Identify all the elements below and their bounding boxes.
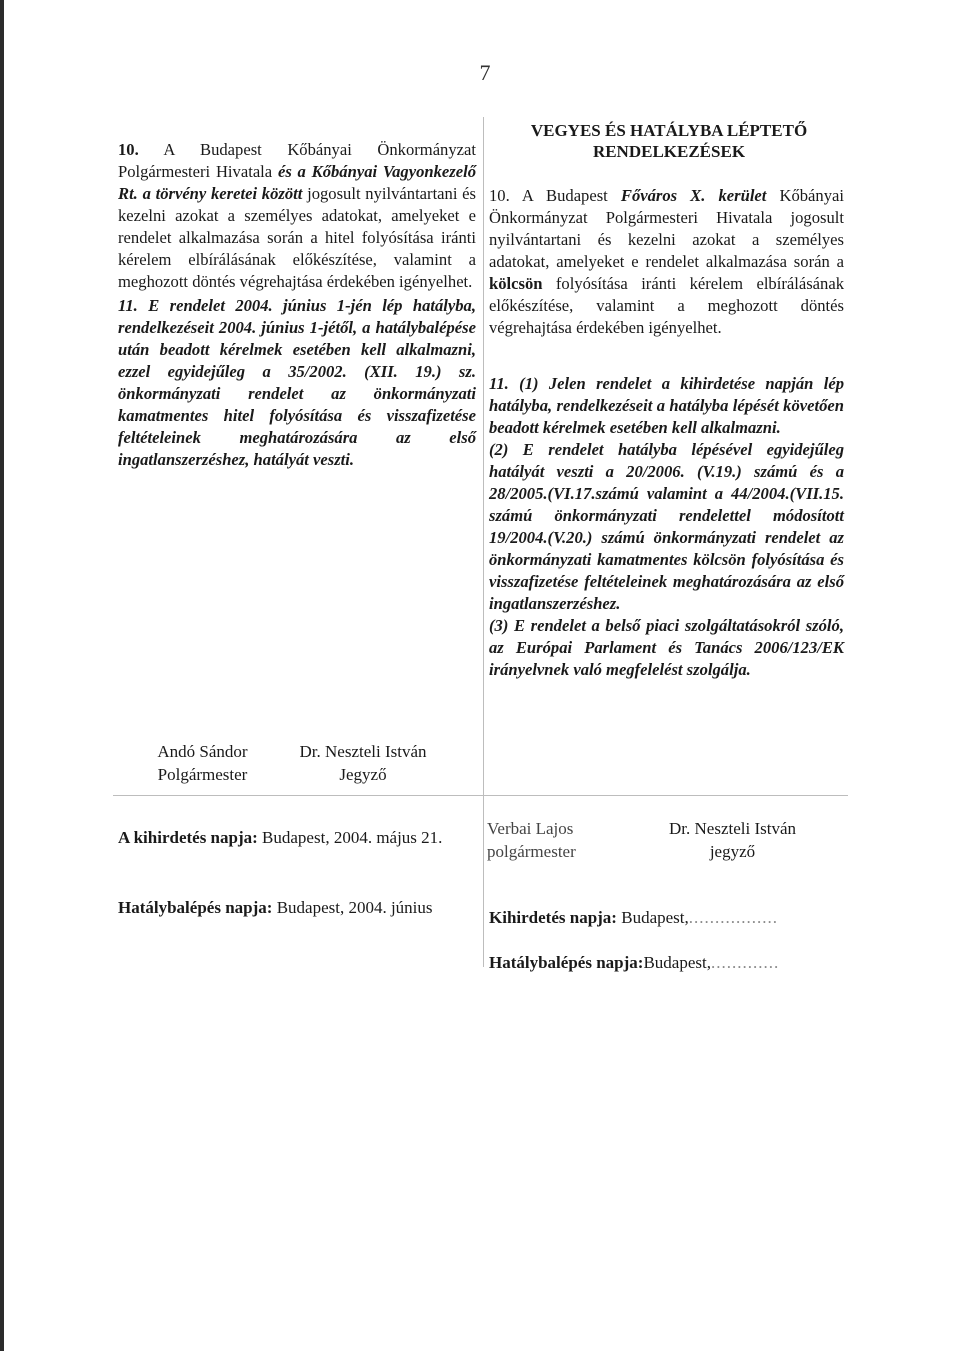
left-section-10-intro: A Budapest Kőbányai Önkormányzat Polgármesteri Hivatala (118, 140, 476, 181)
left-section-11: 11. E rendelet 2004. június 1-jén lép hatályba, rendelkezéseit 2004. június 1-jétől, a hatálybalépése után beadott kérelmek esetében kell alkalmazni, ezzel egyidejűleg a 35/2002. (XII. 19.) sz. önkormányzati rendelet az önkormányzati kamatmentes hitel folyósítása és visszafizetése feltételeinek meghatározására az első ingatlanszerzéshez, hatályát veszti. (118, 296, 476, 469)
left-effective-date: Hatálybalépés napja: Budapest, 2004. június (118, 898, 433, 917)
signatory-name: Verbai Lajos (487, 819, 574, 838)
right-section-11-3: (3) E rendelet a belső piaci szolgáltatásokról szóló, az Európai Parlament és Tanács 2006/123/EK irányelvnek való megfelelést szolgálja. (489, 616, 844, 679)
right-section-11-1: 11. (1) Jelen rendelet a kihirdetése napján lép hatályba, rendelkezéseit a hatályba lépését követően beadott kérelmek esetében kell alkalmazni. (489, 374, 844, 437)
right-section-11-2: (2) E rendelet hatályba lépésével egyidejűleg hatályát veszti a 20/2006. (V.19.) számú és a 28/2005.(VI.17.számú valamint a 44/2004.(VII.15. számú önkormányzati rendelettel módosított 19/2004.(V.20.) számú önkormányzati rendelet az önkormányzati kamatmentes kölcsön folyósítása és visszafizetése feltételeinek meghatározására az első ingatlanszerzéshez. (489, 440, 844, 613)
left-section-10-body: jogosult nyilvántartani és kezelni azokat a személyes adatokat, amelyeket e rendelet alkalmazása során a hitel folyósítása iránti kérelem elbírálásának előkészítése, valamint a meghozott döntés végrehajtása érdekében igényelhet. (118, 184, 477, 291)
signatory-name: Andó Sándor (157, 742, 248, 761)
right-column (489, 185, 844, 681)
right-signature-1 (487, 817, 597, 863)
left-signature-1 (140, 740, 265, 786)
signatory-title: jegyző (709, 842, 756, 861)
right-section-10: 10. A Budapest Főváros X. kerület Kőbányai Önkormányzat Polgármesteri Hivatala jogosult nyilvántartani és kezelni azokat a személyes adatokat, amelyeket e rendelet alkalmazása során a kölcsön folyósítása iránti kérelem elbírálásának előkészítése, valamint a meghozott döntés végrehajtása érdekében igényelhet. (489, 186, 844, 337)
signatory-title: polgármester (487, 842, 576, 861)
signatory-name: Dr. Neszteli István (669, 819, 796, 838)
right-announcement: Kihirdetés napja: Budapest,................. (489, 908, 779, 927)
right-signature-2 (645, 817, 820, 863)
left-section-10-number: 10. (118, 140, 139, 159)
left-announcement: A kihirdetés napja: Budapest, 2004. május 21. (118, 828, 443, 847)
left-section-10-insert-2: a törvény keretei között (142, 184, 303, 203)
left-signature-2 (283, 740, 443, 786)
left-section-10 (118, 139, 476, 293)
left-column (118, 139, 476, 471)
scan-edge (0, 0, 4, 1351)
page-number: 7 (479, 60, 491, 85)
column-divider (483, 117, 484, 967)
signature-divider (113, 795, 848, 796)
signatory-title: Polgármester (157, 765, 248, 784)
left-section-10-insert: és a Kőbányai Vagyonkezelő Rt. (118, 162, 476, 203)
signatory-title: Jegyző (339, 765, 387, 784)
right-effective-date: Hatálybalépés napja:Budapest,............. (489, 953, 780, 972)
right-heading: VEGYES ÉS HATÁLYBA LÉPTETŐ RENDELKEZÉSEK (530, 121, 808, 161)
signatory-name: Dr. Neszteli István (299, 742, 427, 761)
